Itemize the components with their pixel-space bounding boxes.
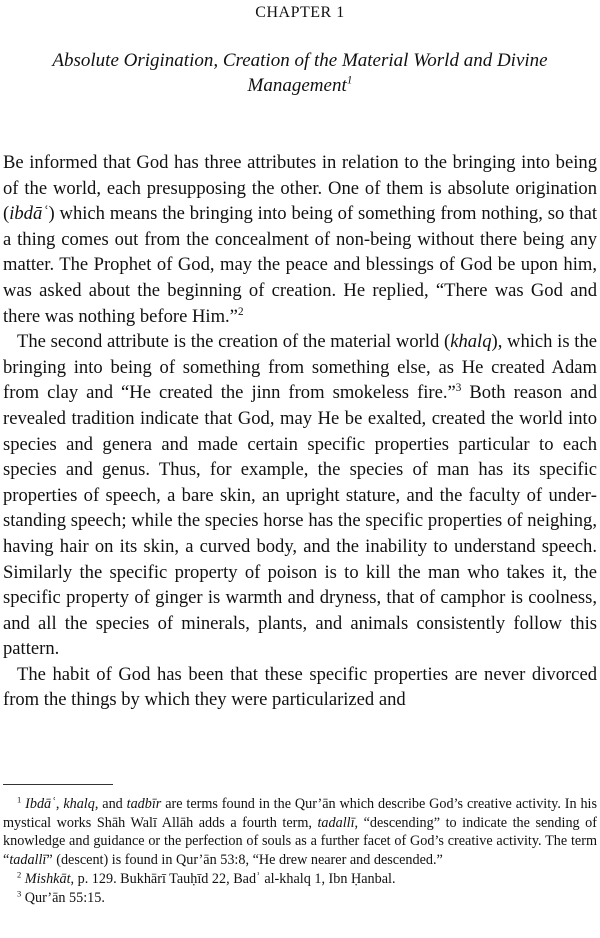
- footnote-2-term-mishkat: Mishkāt: [24, 870, 71, 887]
- footnote-1-text-5: ” (descent) is found in Qur’ān 53:8, “He drew nearer and descended.”: [46, 852, 443, 869]
- footnote-3-text: Qur’ān 55:15.: [24, 889, 105, 906]
- footnote-1-text-4: , “descending” to indicate the sending of knowledge and guidance or the perfection of souls as a further facet of God’s creative activity. The term “: [3, 814, 597, 869]
- footnote-3-number: 3: [17, 887, 22, 898]
- term-ibda: ibdāʿ: [9, 203, 49, 225]
- body-text: [3, 150, 597, 713]
- paragraph-3: The habit of God has been that these specific properties are never divorced from the things by which they were particularized and: [3, 663, 597, 711]
- footnote-1-term-tadalli-2: tadallī: [9, 852, 47, 869]
- footnotes: [3, 795, 597, 907]
- footnote-2: [3, 870, 597, 889]
- footnote-1: [3, 795, 597, 870]
- footnote-1-text-3: are terms found in the Qur’ān which describe God’s creative activity. In his mystical works Shāh Walī Allāh adds a fourth term,: [3, 796, 598, 831]
- footnote-1-term-ibda: Ibdāʿ: [25, 796, 56, 812]
- paragraph-1: [3, 150, 597, 329]
- paragraph-2-part-b: ), which is the bringing into being of something from something else, as He created Adam from clay and “He created the jinn from smokeless fire.”: [3, 331, 597, 404]
- paragraph-2-part-a: The second attribute is the creation of the material world (: [17, 331, 451, 353]
- footnote-ref-2: 2: [237, 305, 244, 318]
- chapter-title-text: Absolute Origination, Creation of the Material World and Divine Management: [52, 50, 548, 96]
- footnote-1-term-tadalli: tadallī: [317, 814, 355, 831]
- chapter-label: CHAPTER 1: [255, 4, 345, 21]
- footnote-ref-3: 3: [455, 382, 462, 395]
- paragraph-2-part-c: Both reason and revealed tradition indicate that God, may He be exalted, created the world into species and genera and made certain specific properties particular to each species and genus. Thus, for example, the species of man has its specific properties of speech, a bare skin, an upright stature, and the faculty of understanding speech; while the species horse has the specific properties of neighing, having hair on its skin, a curved body, and the inability to understand speech. Similarly the specific property of poison is to kill the man who takes it, the specific property of ginger is warmth and dryness, that of camphor is coolness, and all the species of minerals, plants, and animals consistently follow this pattern.: [3, 382, 597, 660]
- footnote-ref-1: 1: [346, 74, 353, 87]
- term-khalq: khalq: [450, 331, 492, 353]
- footnote-rule: [3, 784, 113, 785]
- paragraph-1-part-b: ) which means the bringing into being of something from nothing, so that a thing comes out from the concealment of non-being without there being any matter. The Prophet of God, may the peace and blessings of God be upon him, was asked about the beginning of creation. He replied, “There was God and there was nothing before Him.”: [3, 203, 597, 327]
- footnote-1-text-1: ,: [55, 796, 64, 812]
- paragraph-2: [3, 329, 597, 662]
- footnote-1-term-khalq: khalq: [63, 796, 95, 812]
- paragraph-1-part-a: Be informed that God has three attributes in relation to the bringing into being of the world, each presupposing the other. One of them is absolute origination (: [3, 152, 597, 225]
- chapter-title: [0, 48, 600, 98]
- footnote-2-text: , p. 129. Bukhārī Tauḥīd 22, Badʾ al-khalq 1, Ibn Ḥanbal.: [70, 870, 396, 887]
- footnote-1-term-tadbir: tadbīr: [126, 796, 162, 812]
- footnote-3: [3, 889, 597, 908]
- footnote-1-number: 1: [17, 794, 22, 805]
- footnote-1-text-2: , and: [94, 796, 127, 812]
- footnote-2-number: 2: [17, 869, 22, 880]
